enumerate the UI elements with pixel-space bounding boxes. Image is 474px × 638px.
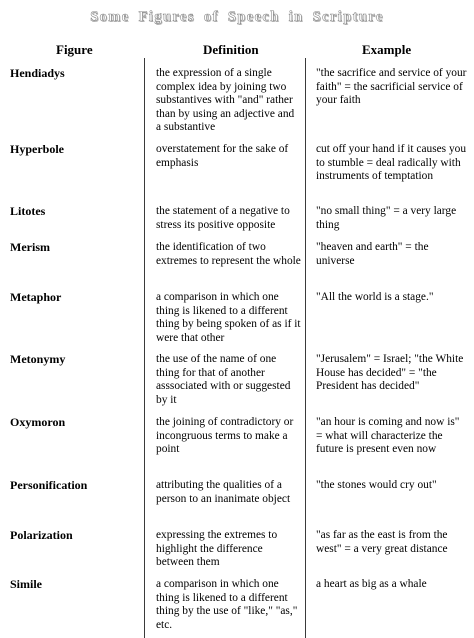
example-cell: "All the world is a stage."	[316, 291, 434, 303]
figure-cell: Hyperbole	[10, 142, 64, 156]
example-cell: cut off your hand if it causes you to stumble = deal radically with instruments of temptation	[316, 143, 467, 183]
page-title: Some Figures of Speech in Scripture	[90, 9, 384, 25]
definition-cell: the statement of a negative to stress its positive opposite	[156, 205, 290, 231]
figure-cell: Metaphor	[10, 290, 62, 304]
definition-cell: the expression of a single complex idea by joining two substantives with "and" rather than by using an adjective and a substantive	[156, 67, 295, 134]
column-header-figure: Figure	[56, 42, 93, 57]
example-cell: "the sacrifice and service of your faith" = the sacrificial service of your faith	[316, 67, 467, 107]
definition-cell: the joining of contradictory or incongruous terms to make a point	[156, 416, 294, 456]
figure-cell: Simile	[10, 577, 42, 591]
figure-cell: Litotes	[10, 204, 46, 218]
definition-cell: attributing the qualities of a person to an inanimate object	[156, 479, 291, 505]
definition-cell: the identification of two extremes to represent the whole	[156, 241, 301, 267]
definition-cell: expressing the extremes to highlight the difference between them	[156, 529, 278, 569]
figure-cell: Merism	[10, 240, 50, 254]
example-cell: "as far as the east is from the west" = a very great distance	[316, 529, 448, 555]
definition-cell: the use of the name of one thing for that of another asssociated with or suggested by it	[156, 353, 291, 406]
column-header-example: Example	[362, 42, 412, 57]
column-divider-right	[305, 58, 306, 638]
definition-cell: overstatement for the sake of emphasis	[156, 143, 289, 169]
example-cell: "no small thing" = a very large thing	[316, 205, 457, 231]
example-cell: a heart as big as a whale	[316, 578, 427, 590]
figure-cell: Hendiadys	[10, 66, 65, 80]
figure-cell: Metonymy	[10, 352, 66, 366]
column-divider-left	[144, 58, 145, 638]
example-cell: "Jerusalem" = Israel; "the White House has decided" = "the President has decided"	[316, 353, 464, 393]
example-cell: "heaven and earth" = the universe	[316, 241, 429, 267]
definition-cell: a comparison in which one thing is likened to a different thing by the use of "like," "as," etc.	[156, 578, 298, 631]
definition-cell: a comparison in which one thing is likened to a different thing by being spoken of as if it were that other	[156, 291, 301, 344]
example-cell: "an hour is coming and now is" = what will characterize the future is present even now	[316, 416, 460, 456]
column-header-definition: Definition	[203, 42, 259, 57]
figure-cell: Polarization	[10, 528, 73, 542]
figure-cell: Personification	[10, 478, 88, 492]
figure-cell: Oxymoron	[10, 415, 66, 429]
example-cell: "the stones would cry out"	[316, 479, 437, 491]
